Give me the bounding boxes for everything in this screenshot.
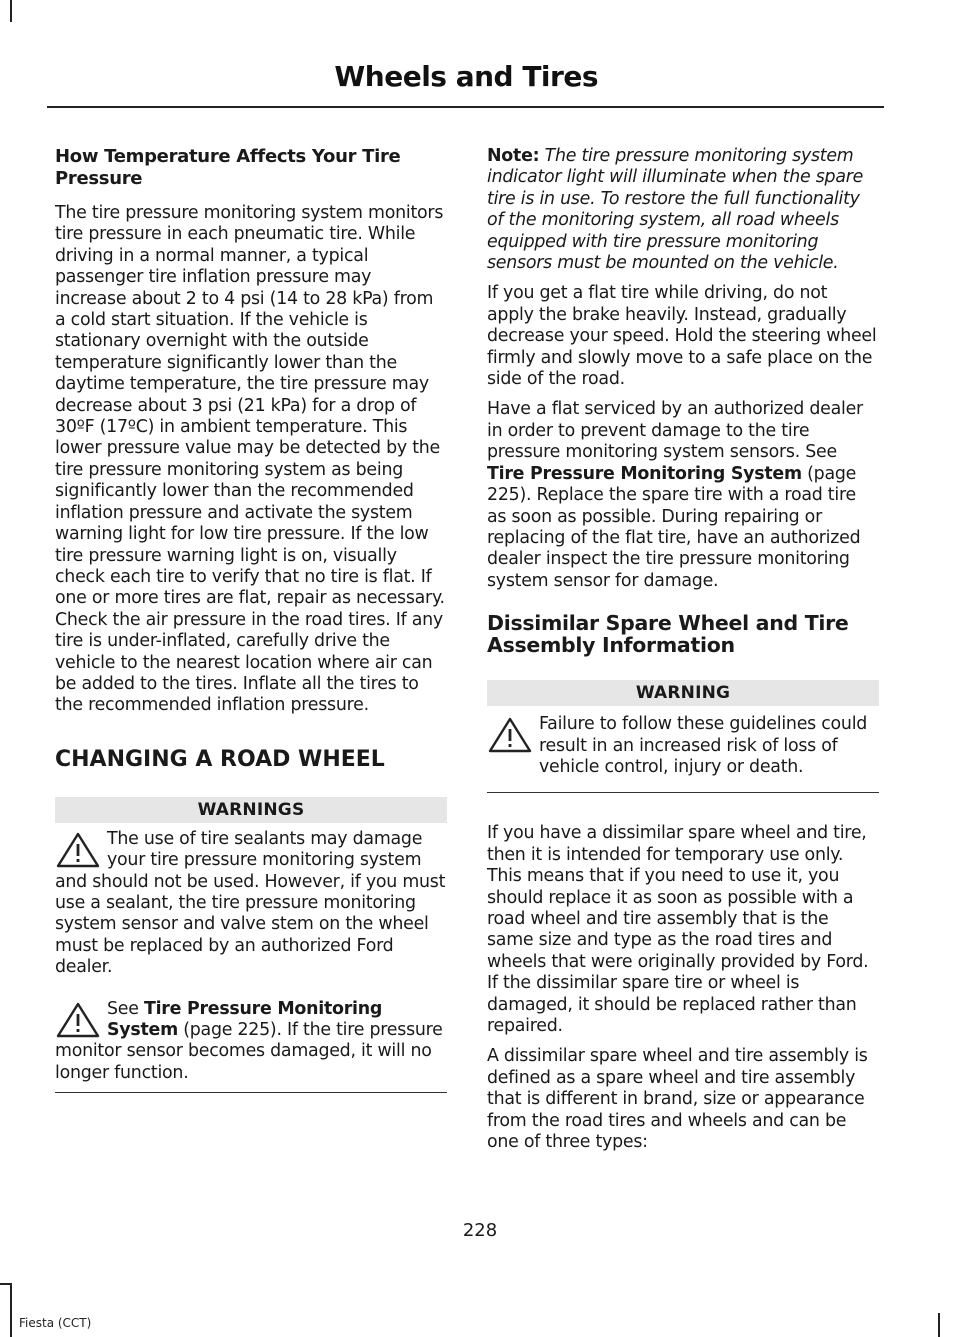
temperature-heading: How Temperature Affects Your Tire Pressure: [55, 146, 401, 189]
changing-wheel-heading: CHANGING A ROAD WHEEL: [55, 746, 385, 772]
note-paragraph: [487, 146, 879, 274]
crop-mark-bottom-left-v: [10, 1283, 12, 1337]
warning-sealant-text: The use of tire sealants may damage your tire pressure monitoring system and should not be used. However, if you must use a sealant, the tire pressure monitoring system sensor and valve stem on the wheel must be replaced by an authorized Ford dealer.: [55, 828, 446, 978]
note-text: The tire pressure monitoring system indicator light will illuminate when the spare tire is in use. To restore the full functionality of the monitoring system, all road wheels equipped with tire pressure monitoring sensors must be mounted on the vehicle.: [487, 146, 864, 274]
dissimilar-spare-heading: Dissimilar Spare Wheel and Tire Assembly Information: [487, 611, 849, 658]
flat-tire-paragraph: If you get a flat tire while driving, do not apply the brake heavily. Instead, gradually decrease your speed. Hold the steering wheel firmly and slowly move to a safe place on the side of the road.: [487, 283, 877, 390]
warning-label: WARNING: [487, 680, 879, 706]
warning-triangle-icon: [55, 1001, 101, 1039]
warning-triangle-icon: [55, 831, 101, 869]
page-number: 228: [462, 1220, 498, 1241]
tpms-link[interactable]: Tire Pressure Monitoring System: [107, 998, 383, 1040]
left-column: [55, 146, 447, 1093]
flat-service-pre: Have a flat serviced by an authorized dealer in order to prevent damage to the tire pressure monitoring system sensors. See: [487, 399, 863, 463]
warning-sensor-rest: (page 225). If the tire pressure monitor sensor becomes damaged, it will no longer function.: [55, 1020, 443, 1083]
warnings-label: WARNINGS: [55, 797, 447, 823]
flat-service-paragraph: [487, 399, 879, 592]
page-title: Wheels and Tires: [334, 60, 598, 93]
crop-mark-top-left: [10, 0, 12, 22]
warnings-end-rule: [55, 1092, 447, 1093]
warning-see-text: See: [107, 998, 144, 1019]
warning-sensor-text: [55, 999, 447, 1085]
warning-sensor: [55, 999, 447, 1085]
crop-mark-bottom-left-h: [0, 1283, 12, 1285]
dissimilar-usage-paragraph: If you have a dissimilar spare wheel and tire, then it is intended for temporary use only. This means that if you need to use it, you should replace it as soon as possible with a road wheel and tire assembly that is the same size and type as the road tires and wheels that were originally provided by Ford. If the dissimilar spare tire or wheel is damaged, it should be replaced rather than repaired.: [487, 823, 869, 1036]
warning-guidelines-text: Failure to follow these guidelines could result in an increased risk of loss of vehicle control, injury or death.: [539, 714, 868, 777]
warning-sealant: [55, 829, 447, 979]
warning-guidelines: [487, 714, 879, 778]
crop-mark-bottom-right: [938, 1313, 940, 1337]
tpms-link-right[interactable]: Tire Pressure Monitoring System: [487, 463, 802, 484]
temperature-paragraph: The tire pressure monitoring system monitors tire pressure in each pneumatic tire. While driving in a normal manner, a typical passenger tire inflation pressure may increase about 2 to 4 psi (14 to 28 kPa) from a cold start situation. If the vehicle is stationary overnight with the outside temperature significantly lower than the daytime temperature, the tire pressure may decrease about 3 psi (21 kPa) for a drop of 30ºF (17ºC) in ambient temperature. This lower pressure value may be detected by the tire pressure monitoring system as being significantly lower than the recommended inflation pressure and activate the system warning light for low tire pressure. If the low tire pressure warning light is on, visually check each tire to verify that no tire is flat. If one or more tires are flat, repair as necessary. Check the air pressure in the road tires. If any tire is under-inflated, carefully drive the vehicle to the nearest location where air can be added to the tires. Inflate all the tires to the recommended inflation pressure.: [55, 203, 445, 716]
dissimilar-definition-paragraph: A dissimilar spare wheel and tire assembly is defined as a spare wheel and tire assembly that is different in brand, size or appearance from the road tires and wheels and can be one of three types:: [487, 1046, 868, 1153]
flat-service-post: (page 225). Replace the spare tire with a road tire as soon as possible. During repairing or replacing of the flat tire, have an authorized dealer inspect the tire pressure monitoring system sensor for damage.: [487, 463, 861, 591]
note-label: Note:: [487, 146, 540, 166]
right-column: [487, 146, 879, 1153]
warning-triangle-icon: [487, 716, 533, 754]
header-divider: [47, 106, 884, 108]
footer-model: Fiesta (CCT): [19, 1316, 92, 1330]
